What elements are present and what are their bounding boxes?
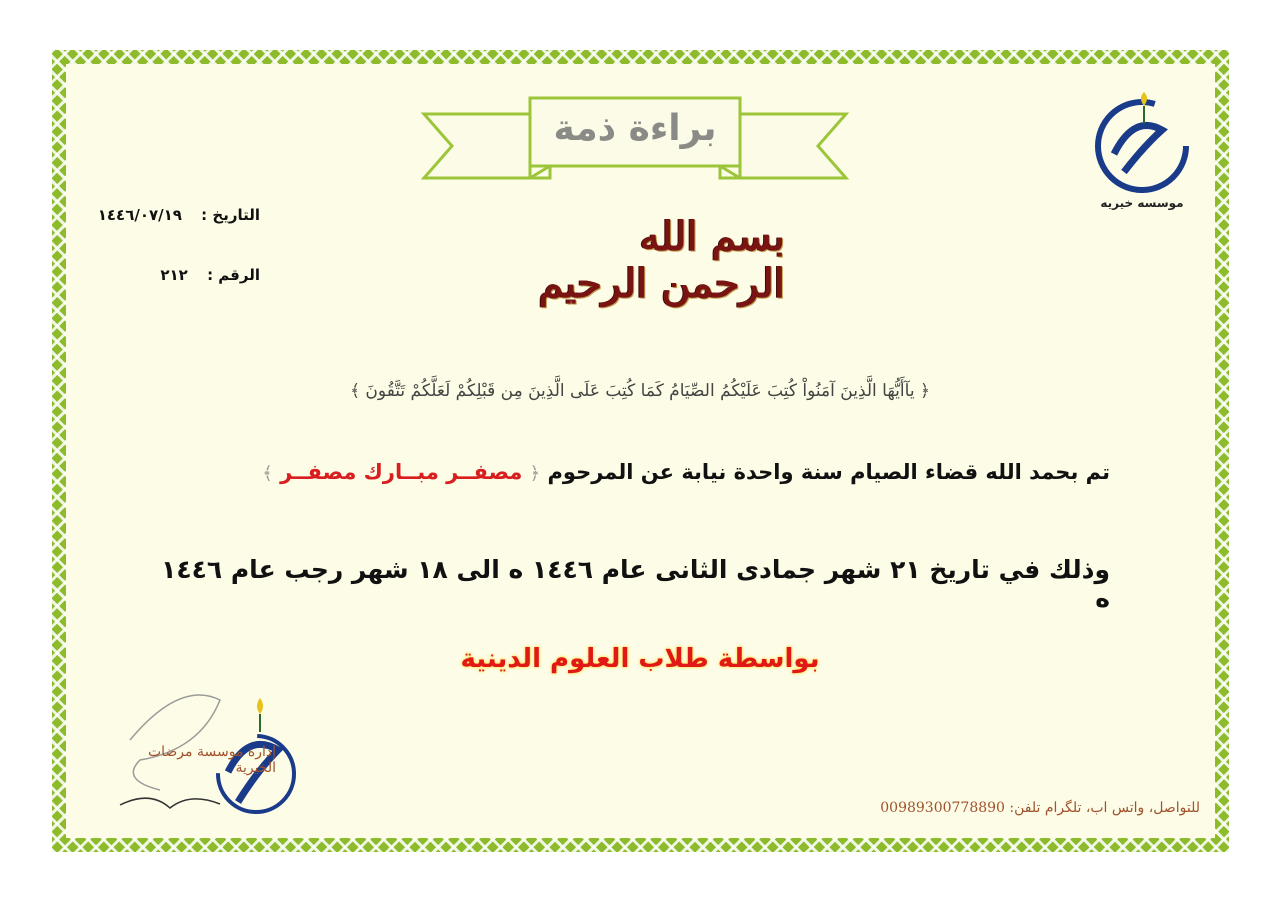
- statement-text: تم بحمد الله قضاء الصيام سنة واحدة نيابة عن المرحوم: [547, 460, 1110, 484]
- number-value: ٢١٢: [160, 266, 188, 284]
- ornament-open: ﴿: [529, 463, 541, 484]
- statement-line: [200, 460, 1110, 484]
- date-label: التاريخ :: [201, 206, 260, 224]
- logo-caption: موسسه خيريه: [1100, 196, 1184, 210]
- certificate-title: براءة ذمة: [553, 107, 717, 149]
- charity-logo-icon: [1084, 84, 1200, 194]
- number-label: الرقم :: [207, 266, 260, 284]
- date-row: [80, 206, 260, 224]
- quran-verse: ﴿ يآأَيُّهَا الَّذِينَ آمَنُواْ كُتِبَ عَلَيْكُمُ الصِّيَامُ كَمَا كُتِبَ عَلَى الَّذِينَ مِن قَبْلِكُمْ لَعَلَّكُمْ تَتَّقُونَ ﴾: [350, 381, 930, 401]
- date-value: ١٤٤٦/٠٧/١٩: [97, 206, 182, 224]
- number-row: [80, 266, 260, 284]
- contact-info: للتواصل، واتس اب، تلگرام تلفن: 00989300778890: [880, 800, 1200, 816]
- period-line: وذلك في تاريخ ٢١ شهر جمادى الثانى عام ١٤٤٦ ه الى ١٨ شهر رجب عام ١٤٤٦ ه: [161, 555, 1110, 613]
- performed-by-line: بواسطة طلاب العلوم الدينية: [460, 644, 820, 674]
- ornament-close: ﴾: [262, 463, 273, 484]
- basmala-calligraphy: بسم الله الرحمن الرحيم: [538, 213, 785, 307]
- deceased-name: مصفــر مبــارك مصفــر: [280, 460, 523, 484]
- administration-caption: إدارة موسسة مرضات الخيرية: [147, 744, 276, 776]
